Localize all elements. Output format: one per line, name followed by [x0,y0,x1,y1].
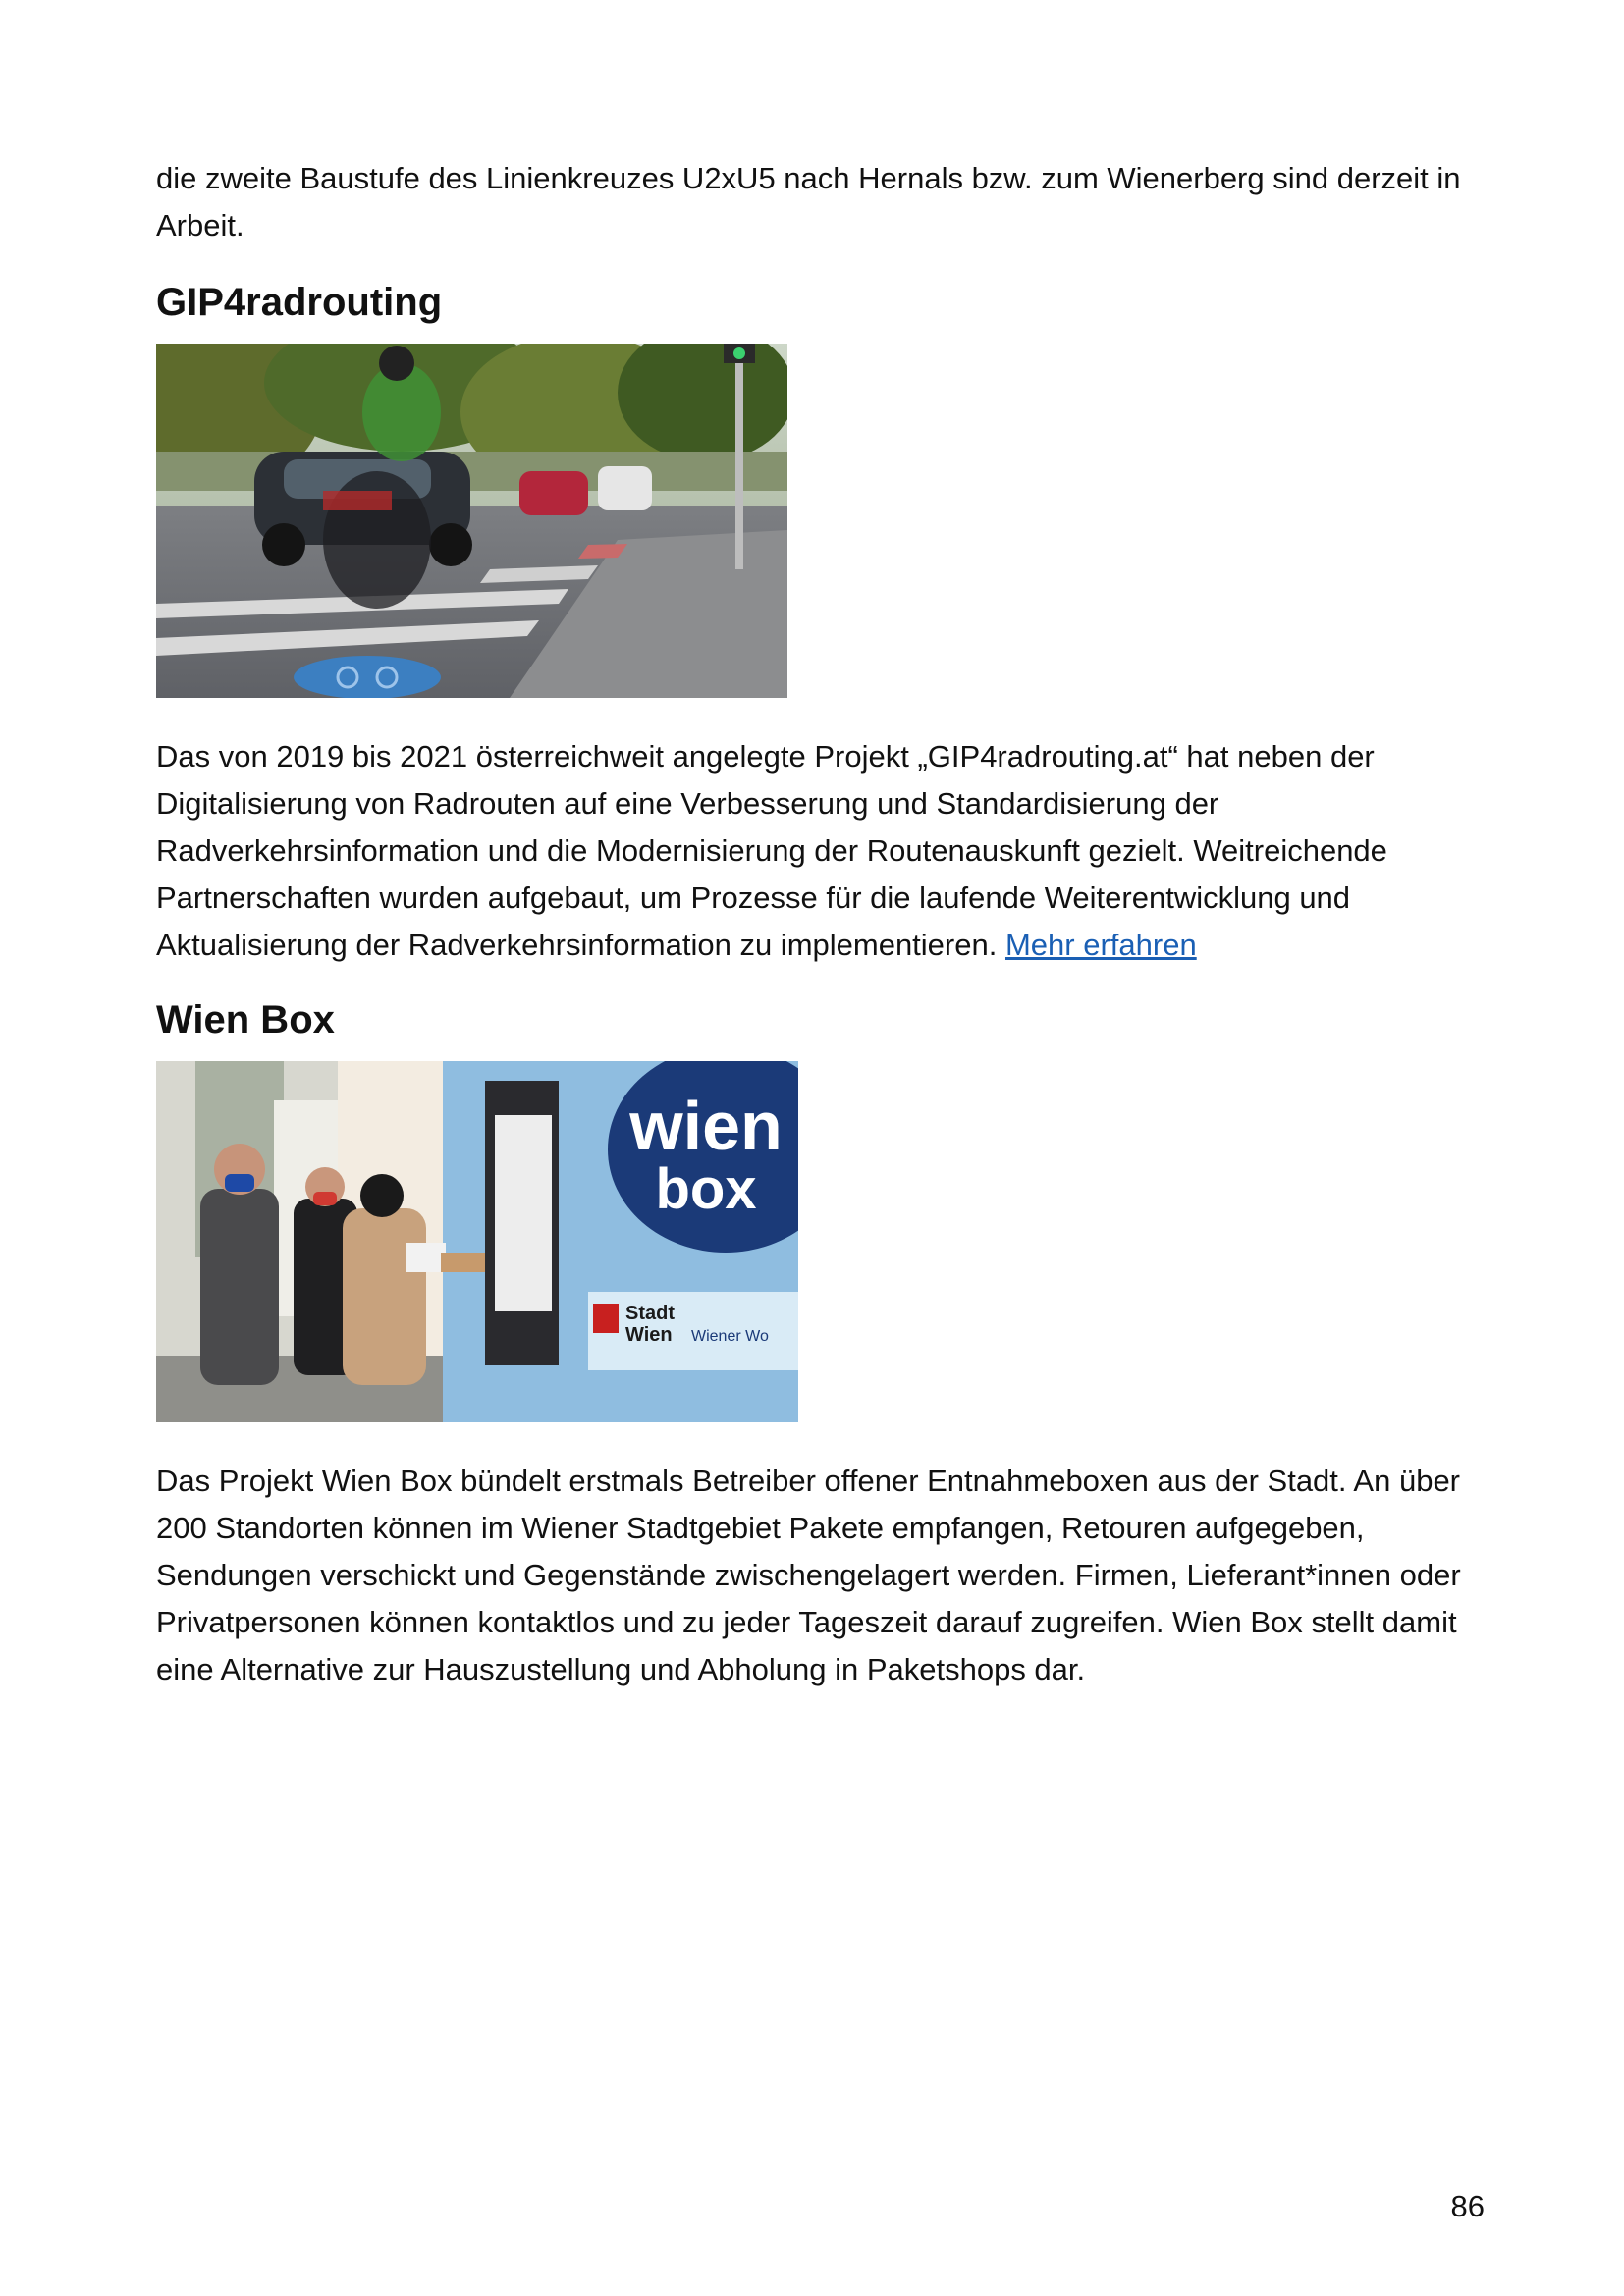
wiener-wohnen-label: Wiener Wo [691,1328,769,1345]
wien-label: Wien [625,1324,673,1346]
more-info-link[interactable]: Mehr erfahren [1004,928,1197,962]
page-content [156,147,1472,1693]
bicycle-photo [156,344,787,698]
wien-box-logo-line1: wien [629,1088,783,1164]
stadt-label: Stadt [625,1303,675,1324]
section-heading-gip4radrouting: GIP4radrouting [156,281,443,324]
wien-box-paragraph: Das Projekt Wien Box bündelt erstmals Betreiber offener Entnahmeboxen aus der Stadt. An über 200 Standorten können im Wiener Stadtgebiet Pakete empfangen, Retouren aufgegeben, Sendungen verschickt und Gegenstände zwischengelagert werden. Firmen, Lieferant*innen oder Privatpersonen können kontaktlos und zu jeder Tageszeit darauf zugreifen. Wien Box stellt damit eine Alternative zur Hauszustellung und Abholung in Paketshops dar. [156,1464,1461,1686]
gip4radrouting-body: Das von 2019 bis 2021 österreichweit angelegte Projekt „GIP4radrouting.at“ hat neben der Digitalisierung von Radrouten auf eine Verbesserung und Standardisierung der Radverkehrsinformation und die Modernisierung der Routenauskunft gezielt. Weitreichende Partnerschaften wurden aufgebaut, um Prozesse für die laufende Weiterentwicklung und Aktualisierung der Radverkehrsinformation zu implementieren. [156,739,1387,962]
wien-box-logo-line2: box [655,1157,757,1221]
page-number: 86 [1450,2189,1485,2223]
wien-box-photo [156,1061,798,1422]
intro-paragraph: die zweite Baustufe des Linienkreuzes U2xU5 nach Hernals bzw. zum Wienerberg sind derzeit in Arbeit. [156,161,1461,242]
section-heading-wien-box: Wien Box [156,998,335,1041]
gip4radrouting-paragraph [156,733,1472,969]
